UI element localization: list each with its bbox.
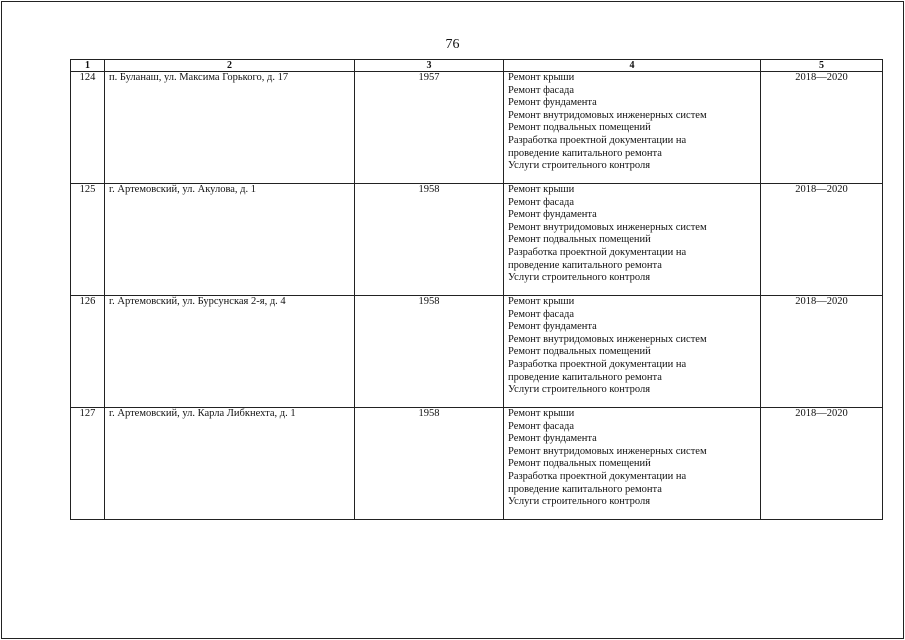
table-header-row (71, 60, 883, 72)
row-build-year: 1957 (355, 72, 504, 184)
row-works-list (504, 72, 761, 184)
row-period: 2018—2020 (761, 184, 883, 296)
table-row (71, 408, 883, 520)
work-item: Разработка проектной документации на (508, 134, 687, 146)
row-address: г. Артемовский, ул. Бурсунская 2-я, д. 4 (105, 296, 355, 408)
work-item: Ремонт фундамента (508, 321, 597, 333)
column-header-1: 1 (71, 60, 105, 72)
column-header-2: 2 (105, 60, 355, 72)
work-item: Ремонт фасада (508, 196, 575, 208)
column-header-5: 5 (761, 60, 883, 72)
work-item: Ремонт фундамента (508, 433, 597, 445)
work-item: проведение капитального ремонта (508, 483, 662, 495)
work-item: Ремонт подвальных помещений (508, 122, 651, 134)
row-build-year: 1958 (355, 184, 504, 296)
work-item: Ремонт подвальных помещений (508, 346, 651, 358)
work-item: Услуги строительного контроля (508, 272, 651, 284)
work-item: Ремонт подвальных помещений (508, 234, 651, 246)
work-item: Ремонт фасада (508, 420, 575, 432)
work-item: Услуги строительного контроля (508, 384, 651, 396)
work-item: Ремонт крыши (508, 184, 575, 195)
work-item: Ремонт подвальных помещений (508, 458, 651, 470)
table-row (71, 296, 883, 408)
work-item: Разработка проектной документации на (508, 470, 687, 482)
row-address: п. Буланаш, ул. Максима Горького, д. 17 (105, 72, 355, 184)
work-item: Ремонт крыши (508, 296, 575, 307)
row-works-list (504, 408, 761, 520)
work-item: проведение капитального ремонта (508, 259, 662, 271)
work-item: Ремонт фасада (508, 308, 575, 320)
work-item: Ремонт крыши (508, 408, 575, 419)
column-header-3: 3 (355, 60, 504, 72)
row-works-list (504, 296, 761, 408)
row-address: г. Артемовский, ул. Карла Либкнехта, д. 1 (105, 408, 355, 520)
repair-schedule-table (70, 59, 883, 520)
work-item: Услуги строительного контроля (508, 496, 651, 508)
row-address: г. Артемовский, ул. Акулова, д. 1 (105, 184, 355, 296)
work-item: Ремонт внутридомовых инженерных систем (508, 109, 707, 121)
table-body (71, 72, 883, 520)
row-number: 126 (71, 296, 105, 408)
work-item: Услуги строительного контроля (508, 160, 651, 172)
work-item: Ремонт внутридомовых инженерных систем (508, 221, 707, 233)
work-item: Ремонт фасада (508, 84, 575, 96)
work-item: Ремонт внутридомовых инженерных систем (508, 445, 707, 457)
page-number: 76 (445, 37, 460, 52)
work-item: Разработка проектной документации на (508, 358, 687, 370)
row-number: 124 (71, 72, 105, 184)
work-item: Ремонт фундамента (508, 97, 597, 109)
row-number: 125 (71, 184, 105, 296)
row-build-year: 1958 (355, 296, 504, 408)
work-item: Разработка проектной документации на (508, 246, 687, 258)
row-period: 2018—2020 (761, 72, 883, 184)
work-item: Ремонт внутридомовых инженерных систем (508, 333, 707, 345)
row-number: 127 (71, 408, 105, 520)
table-row (71, 184, 883, 296)
table-row (71, 72, 883, 184)
work-item: Ремонт фундамента (508, 209, 597, 221)
work-item: проведение капитального ремонта (508, 371, 662, 383)
work-item: Ремонт крыши (508, 72, 575, 83)
row-works-list (504, 184, 761, 296)
row-build-year: 1958 (355, 408, 504, 520)
column-header-4: 4 (504, 60, 761, 72)
work-item: проведение капитального ремонта (508, 147, 662, 159)
row-period: 2018—2020 (761, 408, 883, 520)
row-period: 2018—2020 (761, 296, 883, 408)
